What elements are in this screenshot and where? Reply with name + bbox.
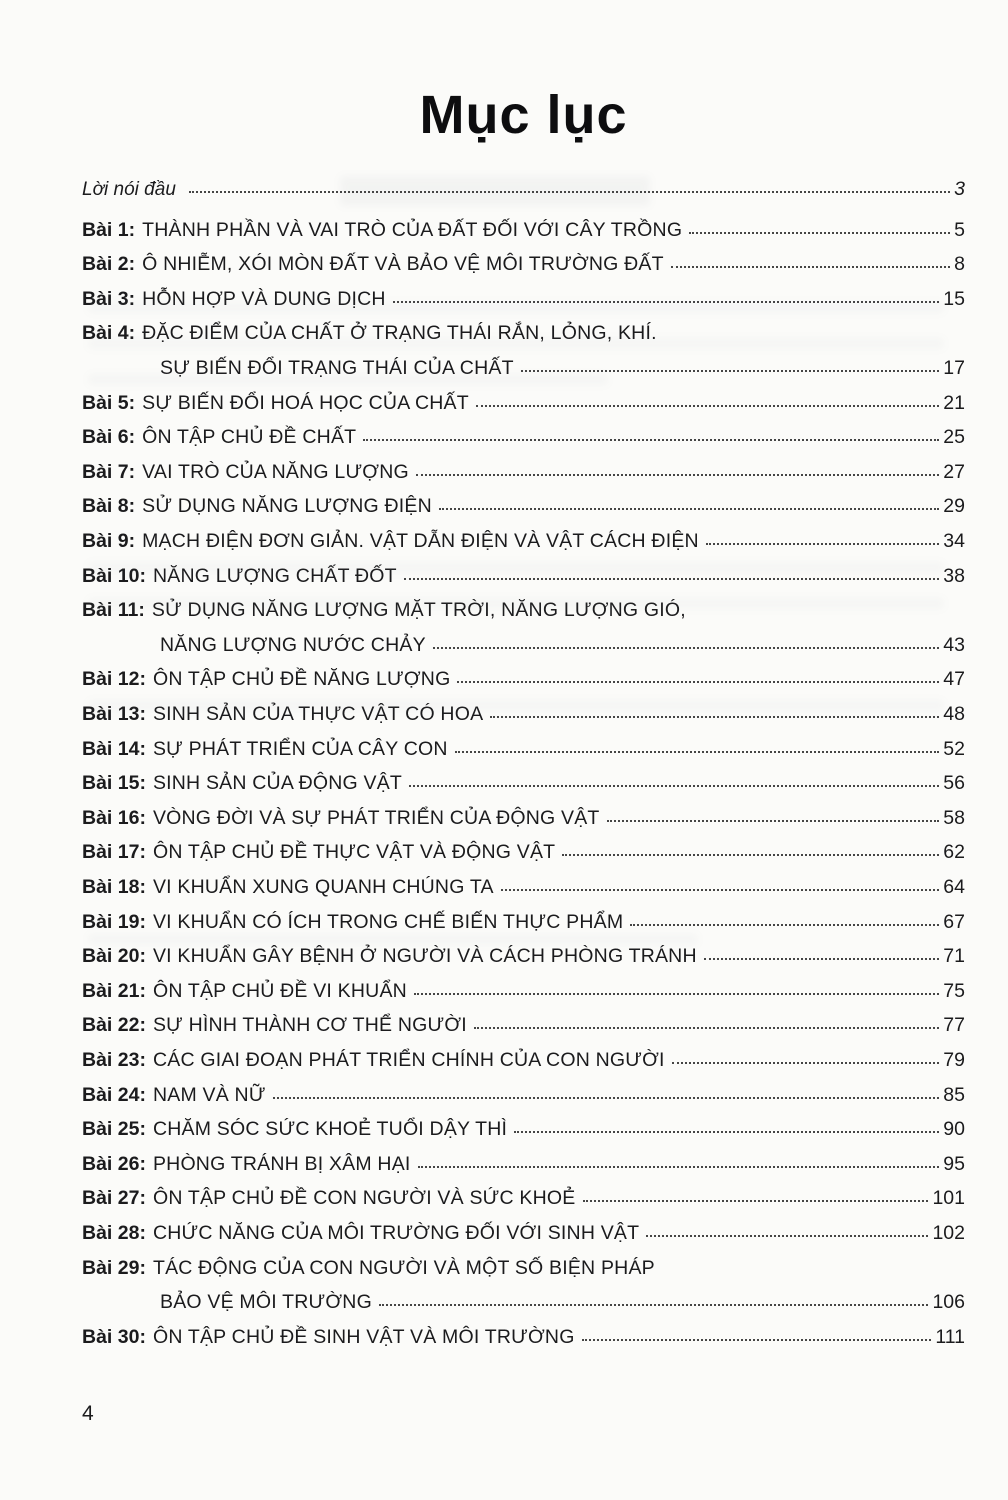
entry-title: CHỨC NĂNG CỦA MÔI TRƯỜNG ĐỐI VỚI SINH VẬT: [152, 1221, 640, 1244]
entry-page-number: 77: [943, 1014, 965, 1037]
entry-page-number: 43: [943, 633, 965, 656]
entry-label: Bài 21:: [82, 979, 146, 1002]
entry-label: Bài 13:: [82, 703, 146, 725]
entry-title: THÀNH PHẦN VÀ VAI TRÒ CỦA ĐẤT ĐỐI VỚI CÂY TRỒNG: [142, 218, 683, 241]
entry-label: Bài 14:: [82, 737, 146, 760]
entry-title: SỰ BIẾN ĐỔI TRẠNG THÁI CỦA CHẤT: [160, 357, 514, 380]
entry-page-number: 25: [943, 426, 965, 449]
entry-page-number: 95: [943, 1152, 965, 1175]
entry-title: NĂNG LƯỢNG NƯỚC CHẢY: [160, 633, 426, 656]
entry-page-number: 90: [943, 1118, 965, 1141]
dot-leader: [706, 543, 939, 545]
toc-entry-line: [82, 1320, 965, 1355]
toc-entry-line: [82, 282, 965, 317]
dot-leader: [476, 405, 939, 407]
entry-page-number: 34: [943, 530, 965, 553]
entry-title: ÔN TẬP CHỦ ĐỀ THỰC VẬT VÀ ĐỘNG VẬT: [152, 841, 556, 864]
toc-entry-line: [82, 213, 965, 248]
dot-leader: [433, 647, 940, 649]
toc-entry-line: [82, 247, 965, 282]
dot-leader: [474, 1027, 939, 1029]
entry-title: SINH SẢN CỦA THỰC VẬT CÓ HOA: [152, 703, 484, 725]
dot-leader: [514, 1131, 939, 1133]
entry-title: MẠCH ĐIỆN ĐƠN GIẢN. VẬT DẪN ĐIỆN VÀ VẬT CÁCH ĐIỆN: [142, 530, 699, 553]
entry-title: Ô NHIỄM, XÓI MÒN ĐẤT VÀ BẢO VỆ MÔI TRƯỜNG ĐẤT: [142, 253, 664, 276]
toc-entry-line: [82, 316, 965, 351]
toc-entry-line: [82, 1285, 965, 1320]
entry-title: ÔN TẬP CHỦ ĐỀ SINH VẬT VÀ MÔI TRƯỜNG: [152, 1325, 575, 1348]
entry-label: Bài 3:: [82, 287, 136, 310]
entry-page-number: 8: [954, 253, 965, 276]
entry-page-number: 101: [932, 1187, 965, 1210]
toc-entry-line: [82, 1008, 965, 1043]
dot-leader: [521, 370, 940, 372]
toc-entry-line: [82, 1043, 965, 1078]
toc-entry-line: [82, 939, 965, 974]
entry-title: SỰ PHÁT TRIỂN CỦA CÂY CON: [152, 737, 448, 760]
entry-label: Bài 30:: [82, 1325, 146, 1348]
dot-leader: [418, 1166, 940, 1168]
entry-page-number: 17: [943, 357, 965, 380]
entry-page-number: 38: [943, 564, 965, 587]
dot-leader: [379, 1304, 929, 1306]
entry-label: Bài 19:: [82, 910, 146, 933]
dot-leader: [646, 1235, 928, 1237]
entry-page-number: 75: [943, 979, 965, 1002]
entry-title: VI KHUẨN CÓ ÍCH TRONG CHẾ BIẾN THỰC PHẨM: [152, 910, 624, 933]
dot-leader: [630, 924, 939, 926]
dot-leader: [273, 1097, 940, 1099]
entry-page-number: 58: [943, 806, 965, 829]
dot-leader: [562, 854, 939, 856]
entry-page-number: 64: [943, 875, 965, 898]
dot-leader: [189, 191, 950, 193]
entry-title: SINH SẢN CỦA ĐỘNG VẬT: [152, 772, 403, 795]
toc-entry-line: [82, 351, 965, 386]
toc-entry-line: [82, 559, 965, 594]
toc-entry-line: [82, 1251, 965, 1286]
entry-label: Bài 1:: [82, 218, 136, 241]
entry-page-number: 79: [943, 1048, 965, 1071]
entry-page-number: 48: [943, 703, 965, 725]
toc-entry-line: [82, 662, 965, 697]
entry-label: Bài 7:: [82, 460, 136, 483]
entry-label: Bài 6:: [82, 426, 136, 449]
toc-entry-line: [82, 835, 965, 870]
toc-entry-line: [82, 870, 965, 905]
dot-leader: [672, 1062, 940, 1064]
entry-title: ÔN TẬP CHỦ ĐỀ VI KHUẨN: [152, 979, 407, 1002]
entry-title: VI KHUẨN GÂY BỆNH Ở NGƯỜI VÀ CÁCH PHÒNG TRÁNH: [152, 945, 697, 968]
entry-label: Bài 5:: [82, 391, 136, 414]
dot-leader: [404, 578, 940, 580]
entry-title: CHĂM SÓC SỨC KHOẺ TUỔI DẬY THÌ: [152, 1118, 508, 1141]
entry-page-number: 52: [943, 737, 965, 760]
entry-label: Bài 16:: [82, 806, 146, 829]
entry-page-number: 47: [943, 668, 965, 691]
entry-page-number: 85: [943, 1083, 965, 1106]
dot-leader: [704, 958, 940, 960]
entry-title: ÔN TẬP CHỦ ĐỀ CON NGƯỜI VÀ SỨC KHOẺ: [152, 1187, 576, 1210]
toc-entry-line: [82, 628, 965, 663]
entry-page-number: 106: [932, 1291, 965, 1314]
entry-page-number: 15: [943, 287, 965, 310]
page-title: Mục lục: [419, 85, 628, 145]
dot-leader: [457, 681, 939, 683]
entry-title: TÁC ĐỘNG CỦA CON NGƯỜI VÀ MỘT SỐ BIỆN PHÁP: [152, 1256, 655, 1279]
preface-label: Lời nói đầu: [82, 179, 176, 201]
dot-leader: [393, 301, 940, 303]
entry-page-number: 62: [943, 841, 965, 864]
toc-entry-line: [82, 766, 965, 801]
entry-title: VÒNG ĐỜI VÀ SỰ PHÁT TRIỂN CỦA ĐỘNG VẬT: [152, 806, 600, 829]
entry-title: NĂNG LƯỢNG CHẤT ĐỐT: [152, 564, 397, 587]
entry-page-number: 27: [943, 460, 965, 483]
entry-label: Bài 25:: [82, 1118, 146, 1141]
entry-title: ÔN TẬP CHỦ ĐỀ CHẤT: [142, 426, 357, 449]
dot-leader: [455, 751, 940, 753]
entry-label: Bài 9:: [82, 530, 136, 553]
dot-leader: [671, 266, 950, 268]
entry-title: HỖN HỢP VÀ DUNG DỊCH: [142, 287, 386, 310]
entry-page-number: 102: [932, 1221, 965, 1244]
entry-label: Bài 18:: [82, 875, 146, 898]
toc-entry-line: [82, 1078, 965, 1113]
toc-entry-line: [82, 732, 965, 767]
toc-entry-line: [82, 593, 965, 628]
toc-entry-line: [82, 524, 965, 559]
entry-page-number: 67: [943, 910, 965, 933]
preface-page-number: 3: [954, 178, 965, 201]
dot-leader: [414, 993, 939, 995]
dot-leader: [490, 716, 939, 718]
page-number: 4: [82, 1402, 94, 1425]
entry-page-number: 29: [943, 495, 965, 518]
entry-title: ÔN TẬP CHỦ ĐỀ NĂNG LƯỢNG: [152, 668, 451, 691]
preface-entry: [82, 172, 965, 208]
dot-leader: [689, 232, 950, 234]
entry-title: VAI TRÒ CỦA NĂNG LƯỢNG: [142, 460, 409, 483]
dot-leader: [582, 1339, 932, 1341]
toc-entry-line: [82, 697, 965, 732]
entry-label: Bài 11:: [82, 599, 145, 622]
entry-label: Bài 4:: [82, 322, 136, 345]
entry-label: Bài 28:: [82, 1221, 146, 1244]
toc-list: [82, 172, 965, 1354]
entry-label: Bài 20:: [82, 945, 146, 968]
entry-label: Bài 26:: [82, 1152, 146, 1175]
toc-entry-line: [82, 905, 965, 940]
toc-entry-line: [82, 1181, 965, 1216]
dot-leader: [416, 474, 939, 476]
entry-title: PHÒNG TRÁNH BỊ XÂM HẠI: [152, 1152, 411, 1175]
dot-leader: [363, 439, 939, 441]
entry-title: ĐẶC ĐIỂM CỦA CHẤT Ở TRẠNG THÁI RẮN, LỎNG, KHÍ.: [142, 322, 657, 345]
entry-page-number: 71: [943, 945, 965, 968]
entry-label: Bài 29:: [82, 1256, 146, 1279]
entry-label: Bài 27:: [82, 1187, 146, 1210]
entry-title: BẢO VỆ MÔI TRƯỜNG: [160, 1291, 372, 1314]
entry-label: Bài 23:: [82, 1048, 146, 1071]
dot-leader: [439, 508, 939, 510]
entry-label: Bài 10:: [82, 564, 146, 587]
entry-title: SỬ DỤNG NĂNG LƯỢNG MẶT TRỜI, NĂNG LƯỢNG GIÓ,: [151, 599, 686, 622]
entry-title: SỰ BIẾN ĐỔI HOÁ HỌC CỦA CHẤT: [142, 391, 469, 414]
entry-label: Bài 17:: [82, 841, 146, 864]
entry-label: Bài 15:: [82, 772, 146, 795]
entry-label: Bài 22:: [82, 1014, 146, 1037]
toc-entry-line: [82, 974, 965, 1009]
toc-entry-line: [82, 455, 965, 490]
entry-label: Bài 24:: [82, 1083, 146, 1106]
toc-entry-line: [82, 489, 965, 524]
entry-label: Bài 12:: [82, 668, 146, 691]
dot-leader: [409, 785, 939, 787]
toc-entry-line: [82, 1147, 965, 1182]
entry-label: Bài 8:: [82, 495, 136, 518]
entry-title: VI KHUẨN XUNG QUANH CHÚNG TA: [152, 875, 494, 898]
entry-title: NAM VÀ NỮ: [152, 1083, 266, 1106]
entry-page-number: 21: [943, 391, 965, 414]
entry-label: Bài 2:: [82, 253, 136, 276]
entry-title: CÁC GIAI ĐOẠN PHÁT TRIỂN CHÍNH CỦA CON NGƯỜI: [152, 1048, 665, 1071]
entry-page-number: 5: [954, 218, 965, 241]
toc-entry-line: [82, 1112, 965, 1147]
dot-leader: [607, 820, 940, 822]
entry-page-number: 111: [935, 1325, 965, 1348]
entry-title: SỬ DỤNG NĂNG LƯỢNG ĐIỆN: [142, 495, 432, 518]
toc-entry-line: [82, 420, 965, 455]
dot-leader: [583, 1200, 929, 1202]
toc-entry-line: [82, 801, 965, 836]
dot-leader: [501, 889, 940, 891]
entry-page-number: 56: [943, 772, 965, 795]
entry-title: SỰ HÌNH THÀNH CƠ THỂ NGƯỜI: [152, 1014, 467, 1037]
toc-entry-line: [82, 1216, 965, 1251]
toc-entry-line: [82, 386, 965, 421]
